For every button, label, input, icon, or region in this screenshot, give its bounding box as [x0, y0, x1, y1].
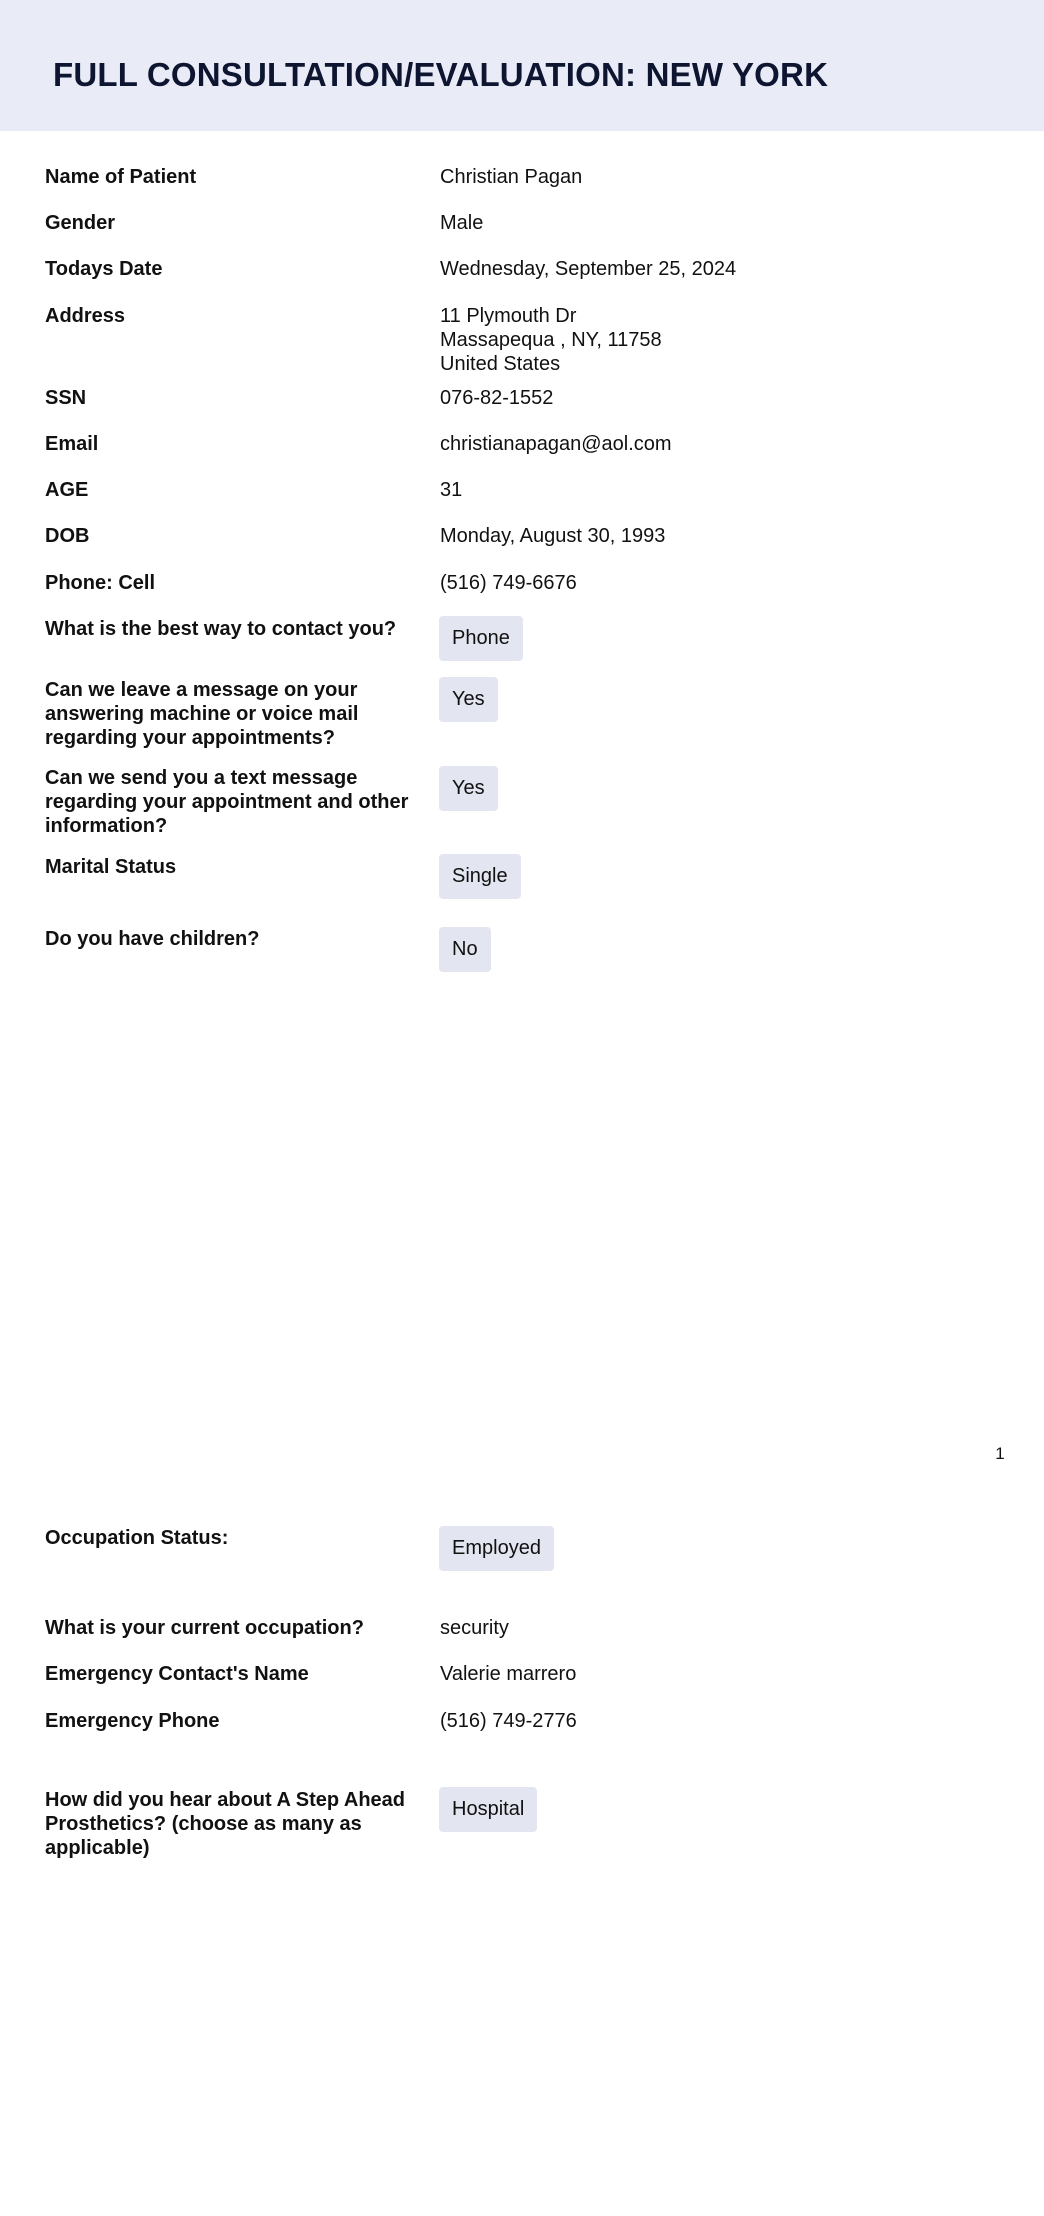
page-header: [0, 0, 1044, 131]
todays-date-value: Wednesday, September 25, 2024: [440, 258, 737, 280]
occupation-status-label: Occupation Status:: [45, 1527, 229, 1549]
patient-name-label: Name of Patient: [45, 166, 197, 188]
referral-source-label: How did you hear about A Step Ahead Prosthetics? (choose as many as applicable): [45, 1789, 406, 1859]
occupation-status-chip: Employed: [439, 1526, 554, 1571]
page-title: FULL CONSULTATION/EVALUATION: NEW YORK: [53, 56, 829, 93]
gender-value: Male: [440, 212, 484, 234]
phone-cell-label: Phone: Cell: [45, 572, 156, 594]
emergency-contact-name-value: Valerie marrero: [440, 1663, 577, 1685]
address-line-1: 11 Plymouth Dr: [440, 305, 577, 327]
contact-method-label: What is the best way to contact you?: [45, 618, 397, 640]
leave-message-label: Can we leave a message on your answering machine or voice mail regarding your appointments?: [45, 679, 359, 749]
address-value: [440, 304, 662, 376]
dob-label: DOB: [45, 525, 90, 547]
referral-source-chip: Hospital: [439, 1787, 537, 1832]
dob-value: Monday, August 30, 1993: [440, 525, 666, 547]
marital-status-chip: Single: [439, 854, 521, 899]
email-label: Email: [45, 433, 99, 455]
todays-date-label: Todays Date: [45, 258, 163, 280]
age-value: 31: [440, 479, 463, 501]
current-occupation-label: What is your current occupation?: [45, 1617, 364, 1639]
contact-method-chip: Phone: [439, 616, 523, 661]
email-value: christianapagan@aol.com: [440, 433, 672, 455]
patient-name-value: Christian Pagan: [440, 166, 583, 188]
text-message-label: Can we send you a text message regarding your appointment and other information?: [45, 767, 409, 837]
address-line-2: Massapequa , NY, 11758: [440, 329, 662, 351]
phone-cell-value: (516) 749-6676: [440, 572, 577, 594]
page-number: 1: [995, 1444, 1005, 1463]
emergency-phone-label: Emergency Phone: [45, 1710, 220, 1732]
marital-status-label: Marital Status: [45, 856, 177, 878]
address-label: Address: [45, 305, 126, 327]
emergency-contact-name-label: Emergency Contact's Name: [45, 1663, 309, 1685]
leave-message-chip: Yes: [439, 677, 498, 722]
address-line-3: United States: [440, 353, 561, 375]
emergency-phone-value: (516) 749-2776: [440, 1710, 577, 1732]
ssn-label: SSN: [45, 387, 87, 409]
children-label: Do you have children?: [45, 928, 260, 950]
age-label: AGE: [45, 479, 89, 501]
text-message-chip: Yes: [439, 766, 498, 811]
children-chip: No: [439, 927, 491, 972]
current-occupation-value: security: [440, 1617, 509, 1639]
gender-label: Gender: [45, 212, 116, 234]
ssn-value: 076-82-1552: [440, 387, 554, 409]
